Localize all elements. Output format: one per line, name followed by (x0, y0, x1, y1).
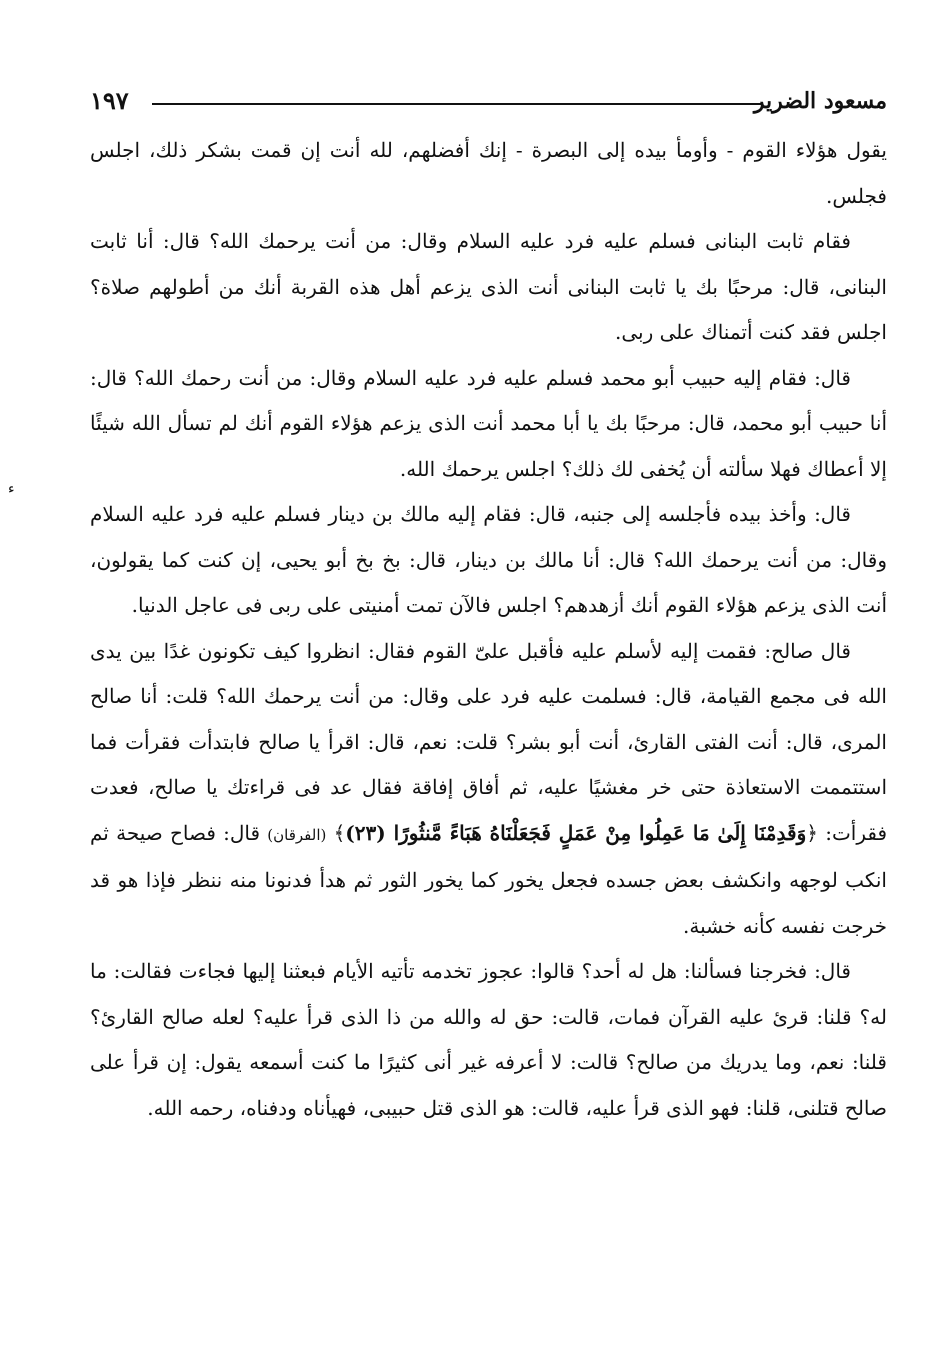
surah-name: (الفرقان) (267, 825, 327, 844)
running-title: مسعود الضرير (753, 88, 887, 114)
verse-number: (٢٣) (345, 820, 386, 845)
quran-verse (334, 821, 818, 845)
quran-verse-text: وَقَدِمْنَا إِلَىٰ مَا عَمِلُوا مِنْ عَمَلٍ فَجَعَلْنَاهُ هَبَاءً مَّنثُورًا (393, 820, 807, 845)
header-rule (152, 103, 761, 105)
quran-bracket-open: ﴿ (806, 820, 818, 845)
margin-mark: ء (8, 481, 15, 497)
paragraph-2: فقام ثابت البنانى فسلم عليه فرد عليه السلام وقال: من أنت يرحمك الله؟ قال: أنا ثابت البنانى، قال: مرحبًا بك يا ثابت البنانى أنت الذى يزعم أهل هذه القربة أنك من أطولهم صلاة؟ اجلس فقد كنت أتمناك على ربى. (90, 229, 887, 344)
paragraph-5-continuation: قال: فصاح صيحة ثم انكب لوجهه وانكشف بعض جسده فجعل يخور كما يخور الثور ثم هدأ فدنونا منه ننظر فإذا هو قد خرجت نفسه كأنه خشبة. (90, 820, 887, 938)
quran-bracket-close: ﴾ (333, 820, 346, 845)
paragraph-1: يقول هؤلاء القوم - وأومأ بيده إلى البصرة - إنك أفضلهم، لله أنت إن قمت بشكر ذلك، اجلس فجلس. (90, 138, 887, 208)
paragraph-3: قال: فقام إليه حبيب أبو محمد فسلم عليه فرد عليه السلام وقال: من أنت رحمك الله؟ قال: أنا حبيب أبو محمد، قال: مرحبًا بك يا أبا محمد أنت الذى يزعم هؤلاء القوم أنك لم تسأل الله شيئًا إلا أعطاك فهلا سألته أن يُخفى لك ذلك؟ اجلس يرحمك الله. (90, 365, 888, 481)
page-number: ١٩٧ (90, 86, 129, 115)
paragraph-5 (90, 629, 887, 950)
body-text (90, 128, 887, 1131)
paragraph-6: قال: فخرجنا فسألنا: هل له أحد؟ قالوا: عجوز تخدمه تأتيه الأيام فبعثنا إليها فجاءت فقالت: ما له؟ قلنا: قرئ عليه القرآن فمات، قالت: حق له والله من ذا الذى قرأ عليه؟ لعله صالح القارئ؟ قلنا: نعم، وما يدريك من صالح؟ قالت: لا أعرفه غير أنى كثيرًا ما كنت أسمعه يقول: إن قرأ على صالح قتلنى، قلنا: فهو الذى قرأ عليه، قالت: هو الذى قتل حبيبى، فهيأناه ودفناه، رحمه الله. (90, 959, 887, 1120)
paragraph-5-text: قال صالح: فقمت إليه لأسلم عليه فأقبل علىّ القوم فقال: انظروا كيف تكونون غدًا بين يدى الله فى مجمع القيامة، قال: فسلمت عليه فرد على وقال: من أنت يرحمك الله؟ قلت: أنا صالح المرى، قال: أنت الفتى القارئ، أنت أبو بشر؟ قلت: نعم، قال: اقرأ يا صالح فابتدأت فقرأت فما استتممت الاستعاذة حتى خر مغشيًا عليه، ثم أفاق إفاقة فقال عد فى قراءتك يا صالح، فعدت فقرأت: (90, 638, 888, 845)
page-header (90, 84, 887, 118)
paragraph-4: قال: وأخذ بيده فأجلسه إلى جنبه، قال: فقام إليه مالك بن دينار فسلم عليه فرد عليه السلام وقال: من أنت يرحمك الله؟ قال: أنا مالك بن دينار، قال: بخ بخ أبو يحيى، إن كنت كما يقولون، أنت الذى يزعم هؤلاء القوم أنك أزهدهم؟ اجلس فالآن تمت أمنيتى على ربى فى عاجل الدنيا. (90, 502, 887, 617)
